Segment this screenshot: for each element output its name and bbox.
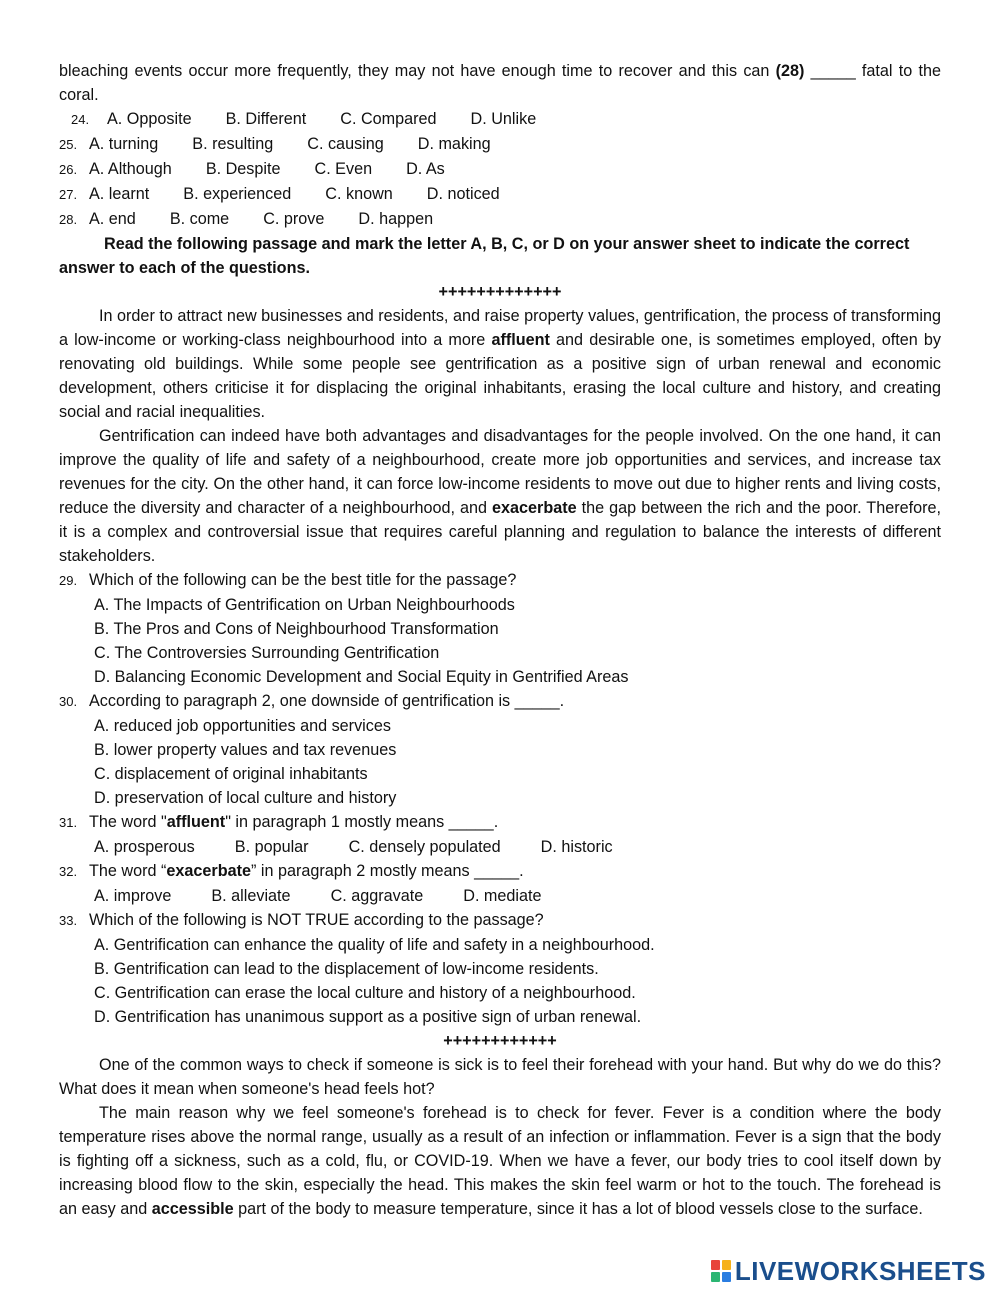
logo-square-icon: [722, 1272, 731, 1282]
question-number: 29.: [59, 573, 78, 588]
option-d[interactable]: D. historic: [540, 838, 613, 856]
question-number: 26.: [59, 162, 78, 177]
option-a[interactable]: A. turning: [89, 135, 159, 153]
option-row: [59, 884, 941, 908]
option-a[interactable]: A. end: [89, 210, 136, 228]
option-row: [59, 835, 941, 859]
paragraph-text: The main reason why we feel someone's forehead is to check for fever. Fever is a condition where the body temperature rises above the normal range, usually as a result of an infection or inflammation. Fever is a sign that the body is fighting off a sickness, such as a cold, flu, or COVID-19. When we have a fever, our body tries to cool itself down by increasing blood flow to the skin, especially the head. This makes the skin feel warm or hot to the touch. The forehead is an easy and: [59, 1104, 941, 1218]
cloze-question-27: [59, 182, 941, 207]
paragraph-text: In order to attract new businesses and residents, and raise property values, gentrification, the process of transforming a low-income or working-class neighbourhood into a more: [59, 307, 941, 349]
instruction-text: Read the following passage and mark the letter A, B, C, or D on your answer sheet to indicate the correct answer to each of the questions.: [59, 235, 910, 277]
highlighted-word-accessible: accessible: [151, 1200, 234, 1218]
cloze-question-28: [59, 207, 941, 232]
question-stem: Which of the following can be the best title for the passage?: [89, 571, 517, 589]
option-b[interactable]: B. experienced: [183, 185, 292, 203]
option-b[interactable]: B. The Pros and Cons of Neighbourhood Transformation: [94, 620, 499, 638]
option-b[interactable]: B. resulting: [192, 135, 274, 153]
passage1-paragraph1: [59, 304, 941, 424]
worksheet-page: [59, 59, 941, 1221]
question-number: 30.: [59, 694, 78, 709]
option-c[interactable]: C. causing: [307, 135, 384, 153]
option-b[interactable]: B. come: [169, 210, 230, 228]
question-stem: The word ": [89, 813, 167, 831]
option-c[interactable]: C. densely populated: [348, 838, 501, 856]
cloze-question-list: [59, 107, 941, 232]
option-a[interactable]: A. Opposite: [107, 110, 192, 128]
question-number: 28.: [59, 212, 78, 227]
option-d[interactable]: D. As: [406, 160, 445, 178]
logo-square-icon: [711, 1260, 720, 1270]
gap-marker-28: (28): [775, 62, 805, 80]
question-stem: ” in paragraph 2 mostly means _____.: [250, 862, 524, 880]
logo-square-icon: [711, 1272, 720, 1282]
separator: ++++++++++++: [443, 1032, 557, 1050]
cloze-question-24: [59, 107, 941, 132]
logo-square-icon: [722, 1260, 731, 1270]
option-a[interactable]: A. The Impacts of Gentrification on Urban Neighbourhoods: [94, 596, 515, 614]
separator: +++++++++++++: [438, 283, 562, 301]
logo-grid-icon: [711, 1260, 731, 1282]
question-stem: The word “: [89, 862, 167, 880]
question-30: [59, 689, 941, 714]
question-stem: Which of the following is NOT TRUE according to the passage?: [89, 911, 544, 929]
option-c[interactable]: C. aggravate: [330, 887, 424, 905]
question-number: 24.: [71, 112, 90, 127]
option-a[interactable]: A. learnt: [89, 185, 150, 203]
option-a[interactable]: A. improve: [94, 887, 172, 905]
option-c[interactable]: C. displacement of original inhabitants: [94, 765, 368, 783]
option-a[interactable]: A. reduced job opportunities and services: [94, 717, 391, 735]
option-c[interactable]: C. Compared: [340, 110, 437, 128]
question-29: [59, 568, 941, 593]
option-d[interactable]: D. happen: [358, 210, 434, 228]
option-d[interactable]: D. Unlike: [470, 110, 537, 128]
liveworksheets-logo[interactable]: [711, 1256, 986, 1286]
option-a[interactable]: A. Gentrification can enhance the quality of life and safety in a neighbourhood.: [94, 936, 655, 954]
option-c[interactable]: C. The Controversies Surrounding Gentrification: [94, 644, 440, 662]
option-c[interactable]: C. Even: [314, 160, 373, 178]
option-a[interactable]: A. Although: [89, 160, 172, 178]
question-keyword: exacerbate: [166, 862, 251, 880]
question-number: 25.: [59, 137, 78, 152]
option-d[interactable]: D. mediate: [463, 887, 542, 905]
passage2-paragraph1: One of the common ways to check if someone is sick is to feel their forehead with your hand. But why do we do this? What does it mean when someone's head feels hot?: [59, 1056, 941, 1098]
cloze-question-26: [59, 157, 941, 182]
question-33: [59, 908, 941, 933]
option-b[interactable]: B. Gentrification can lead to the displacement of low-income residents.: [94, 960, 599, 978]
logo-text: LIVEWORKSHEETS: [734, 1256, 986, 1286]
highlighted-word-exacerbate: exacerbate: [492, 499, 577, 517]
option-b[interactable]: B. Different: [225, 110, 307, 128]
passage2-paragraph2: [59, 1101, 941, 1221]
option-d[interactable]: D. noticed: [426, 185, 500, 203]
option-b[interactable]: B. popular: [234, 838, 309, 856]
option-d[interactable]: D. preservation of local culture and history: [94, 789, 397, 807]
passage1-paragraph2: [59, 424, 941, 568]
option-b[interactable]: B. Despite: [205, 160, 281, 178]
option-d[interactable]: D. Gentrification has unanimous support as a positive sign of urban renewal.: [94, 1008, 642, 1026]
highlighted-word-affluent: affluent: [491, 331, 550, 349]
question-number: 32.: [59, 864, 78, 879]
paragraph-text: part of the body to measure temperature, since it has a lot of blood vessels close to the surface.: [233, 1200, 923, 1218]
question-stem: According to paragraph 2, one downside of gentrification is _____.: [89, 692, 565, 710]
option-b[interactable]: B. alleviate: [211, 887, 291, 905]
cloze-question-25: [59, 132, 941, 157]
intro-text-part: _____ fatal to the coral.: [59, 62, 941, 104]
intro-text: [59, 59, 941, 107]
option-b[interactable]: B. lower property values and tax revenues: [94, 741, 397, 759]
question-31: [59, 810, 941, 835]
paragraph-text: Gentrification can indeed have both advantages and disadvantages for the people involved. On the one hand, it can improve the quality of life and safety of a neighbourhood, create more job opportunities and services, and increase tax revenues for the city. On the other hand, it can force low-income residents to move out due to higher rents and living costs, reduce the diversity and character of a neighbourhood, and: [59, 427, 941, 517]
question-32: [59, 859, 941, 884]
paragraph-text: and desirable one, is sometimes employed, often by renovating old buildings. While some people see gentrification as a positive sign of urban renewal and economic development, others criticise it for displacing the original inhabitants, erasing the local culture and history, and creating social and racial inequalities.: [59, 331, 941, 421]
instruction-heading: [59, 232, 941, 280]
option-a[interactable]: A. prosperous: [94, 838, 195, 856]
intro-text-part: bleaching events occur more frequently, they may not have enough time to recover and this can: [59, 62, 776, 80]
option-d[interactable]: D. Balancing Economic Development and Social Equity in Gentrified Areas: [94, 668, 629, 686]
option-c[interactable]: C. known: [325, 185, 393, 203]
question-stem: " in paragraph 1 mostly means _____.: [225, 813, 499, 831]
option-d[interactable]: D. making: [417, 135, 491, 153]
paragraph-text: the gap between the rich and the poor. Therefore, it is a complex and controversial issue that requires careful planning and regulation to balance the interests of different stakeholders.: [59, 499, 941, 565]
question-number: 33.: [59, 913, 78, 928]
option-c[interactable]: C. Gentrification can erase the local culture and history of a neighbourhood.: [94, 984, 636, 1002]
question-number: 27.: [59, 187, 78, 202]
option-c[interactable]: C. prove: [263, 210, 325, 228]
question-keyword: affluent: [166, 813, 226, 831]
question-number: 31.: [59, 815, 78, 830]
